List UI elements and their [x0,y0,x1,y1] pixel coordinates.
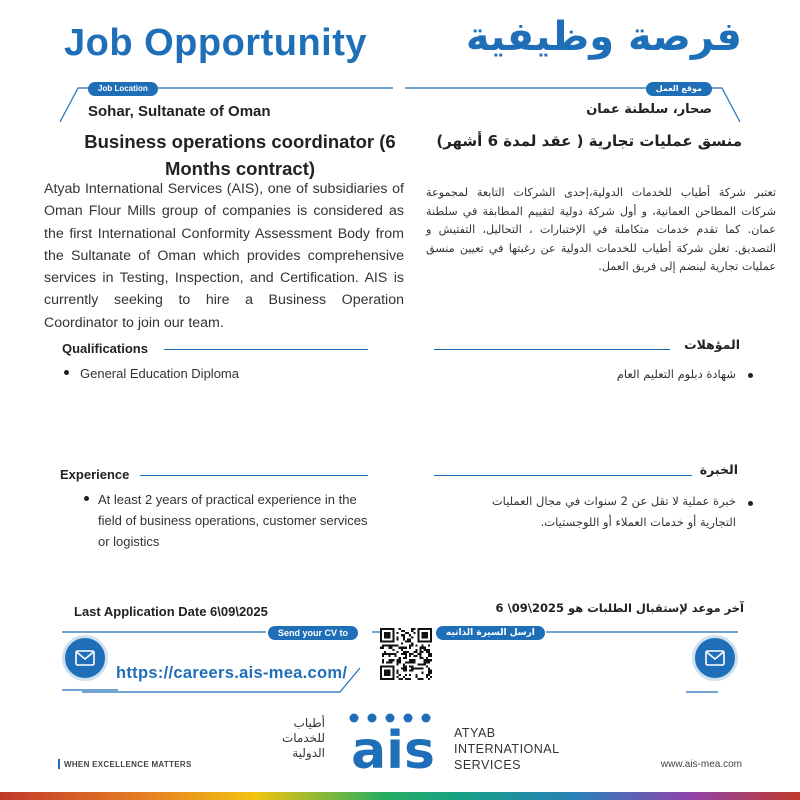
qr-module [430,653,432,655]
qr-module [428,651,430,653]
qr-module [426,676,428,678]
qr-module [424,659,426,661]
qr-module [407,678,409,680]
qr-module [403,638,405,640]
qr-module [428,670,430,672]
bullet-dot [64,370,69,375]
send-cv-label-en: Send your CV to [268,626,358,640]
qr-module [390,645,392,647]
qr-module [420,647,422,649]
qr-module [430,670,432,672]
qr-module [422,657,424,659]
ais-logo [340,712,446,774]
qr-module [409,645,411,647]
qr-module [417,663,419,665]
qr-module [397,676,399,678]
qr-module [390,661,392,663]
qr-module [422,651,424,653]
qr-module [399,628,401,630]
qr-module [405,647,407,649]
qr-module [403,676,405,678]
qr-module [428,653,430,655]
qr-module [407,661,409,663]
qr-module [395,655,397,657]
qr-module [428,672,430,674]
qr-module [382,661,384,663]
qr-module [405,655,407,657]
qr-module [401,668,403,670]
qr-module [403,630,405,632]
qr-module [409,634,411,636]
deadline-en: Last Application Date 6\09\2025 [74,604,268,619]
qr-module [384,670,390,676]
experience-heading-ar: الخبرة [699,462,738,477]
qr-module [422,632,428,638]
qr-module [413,632,415,634]
qr-module [384,653,386,655]
qr-module [392,659,394,661]
qr-module [386,653,388,655]
qr-module [420,668,422,670]
qr-module [407,651,409,653]
company-name-en-line1: ATYAB [454,726,496,740]
qr-module [420,655,422,657]
qr-module [397,661,399,663]
qr-module [422,647,424,649]
qr-module [401,647,403,649]
qr-module [411,643,413,645]
qr-module [415,668,417,670]
qr-module [428,674,430,676]
job-location-en: Sohar, Sultanate of Oman [88,103,271,120]
bullet-dot [748,373,753,378]
qr-module [415,655,417,657]
qr-module [397,659,399,661]
qr-module [395,653,397,655]
experience-item-ar: خبرة عملية لا تقل عن 2 سنوات في مجال العمليات التجارية أو خدمات العملاء أو اللوجستيات. [491,494,736,529]
qualifications-divider-en [164,349,368,350]
qr-module [411,670,413,672]
qr-module [384,632,390,638]
send-cv-label-ar: ارسل السيرة الذاتيه [436,626,545,640]
qr-module [417,668,419,670]
qr-module [428,678,430,680]
qualification-item-en: General Education Diploma [80,366,239,381]
qr-module [388,661,390,663]
qr-module [397,651,399,653]
qr-module [420,651,422,653]
bullet-dot [84,496,89,501]
job-location-ar: صحار، سلطنة عمان [586,102,712,117]
qr-module [430,655,432,657]
qr-module [409,640,411,642]
company-name-ar-line2: للخدمات [281,731,325,745]
qr-module [420,657,422,659]
qr-module [417,653,419,655]
qr-module [403,653,405,655]
qr-module [415,651,417,653]
qr-module [426,661,428,663]
qr-module [409,638,411,640]
qr-module [415,645,417,647]
job-description-en: Atyab International Services (AIS), one of subsidiaries of Oman Flour Mills group of companies is considered as the first International Conformity Assessment Body from the Sultanate of Oman which provides comprehensive services in Testing, Inspection, and Certification. AIS is currently seeking to hire a Business Operation Coordinator to join our team. [44,181,404,331]
qr-module [403,636,405,638]
qr-module [399,674,401,676]
qr-module [380,647,382,649]
qualifications-divider-ar [434,349,670,350]
mail-icon [75,650,95,666]
qr-module [409,647,411,649]
qr-module [401,653,403,655]
qr-module [411,653,413,655]
qr-module [388,655,390,657]
qr-module [405,665,407,667]
qr-module [415,676,417,678]
qr-module [401,649,403,651]
qr-module [422,663,424,665]
qr-module [403,663,405,665]
qr-module [392,649,394,651]
qr-module [424,649,426,651]
qr-module [422,678,424,680]
qr-module [397,632,399,634]
qr-module [401,678,403,680]
qr-module [405,653,407,655]
company-name-en-line2: INTERNATIONAL [454,742,560,756]
qr-module [405,632,407,634]
qr-module [405,678,407,680]
qr-module [413,628,415,630]
qr-module [426,674,428,676]
job-title-en: Business operations coordinator (6 Months contract) [84,131,396,179]
qr-module [403,651,405,653]
qr-module [426,665,428,667]
qr-module [397,670,399,672]
qualifications-heading-ar: المؤهلات [684,337,740,352]
qr-module [407,632,409,634]
qr-module [409,655,411,657]
job-title-ar: منسق عمليات تجارية ( عقد لمدة 6 أشهر) [436,132,742,150]
qr-module [384,645,386,647]
qualifications-heading-en: Qualifications [62,341,148,356]
qr-module [399,678,401,680]
mail-icon-left[interactable] [62,635,108,681]
qr-module [403,634,405,636]
qr-module [411,630,413,632]
qr-module [428,649,430,651]
footer-color-bar [0,792,800,800]
qr-module [403,668,405,670]
qr-module [397,663,399,665]
qr-module [382,655,384,657]
bullet-dot [748,501,753,506]
qr-module [411,665,413,667]
qr-module [426,659,428,661]
tagline: WHEN EXCELLENCE MATTERS [64,760,192,769]
job-location-label-ar: موقع العمل [646,82,712,96]
qr-module [411,636,413,638]
qr-module [392,653,394,655]
qr-module [424,647,426,649]
qr-module [409,674,411,676]
experience-divider-en [140,475,368,476]
qr-module [397,645,399,647]
qr-module [430,676,432,678]
qr-module [422,645,424,647]
qr-module [428,668,430,670]
qr-module [397,672,399,674]
qr-module [395,645,397,647]
qr-module [422,668,424,670]
qr-module [386,661,388,663]
qr-module [382,653,384,655]
qr-module [405,668,407,670]
company-name-en [454,725,560,773]
qr-code[interactable] [380,628,432,680]
qr-module [430,672,432,674]
experience-heading-en: Experience [60,467,130,482]
mail-icon-right[interactable] [692,635,738,681]
deadline-ar: آخر موعد لإستقبال الطلبات هو 2025\09\ 6 [495,601,744,615]
qr-module [403,647,405,649]
mail-icon [705,650,725,666]
qr-module [420,678,422,680]
qr-module [413,655,415,657]
page-title-en: Job Opportunity [64,22,368,64]
qr-module [424,661,426,663]
qr-module [411,628,413,630]
qr-module [388,653,390,655]
qr-module [403,657,405,659]
qr-module [405,661,407,663]
qr-module [403,665,405,667]
experience-divider-ar [434,475,692,476]
qr-module [409,653,411,655]
qr-module [386,645,388,647]
experience-item-en: At least 2 years of practical experience in the field of business operations, customer services or logistics [98,492,368,549]
qr-module [388,647,390,649]
qr-module [420,653,422,655]
website-link[interactable]: www.ais-mea.com [660,759,742,770]
qr-module [426,649,428,651]
qr-module [409,665,411,667]
tagline-marker [58,759,60,769]
qr-module [390,653,392,655]
qr-module [430,659,432,661]
qr-module [388,645,390,647]
qr-module [405,670,407,672]
job-location-label-en: Job Location [88,82,158,96]
qr-module [409,661,411,663]
qr-module [420,649,422,651]
qr-module [397,636,399,638]
qr-module [417,678,419,680]
qr-module [415,649,417,651]
qr-module [382,647,384,649]
qr-module [409,659,411,661]
company-name-ar-line1: أطياب [293,716,325,730]
qr-module [405,640,407,642]
qr-module [428,645,430,647]
qr-module [405,674,407,676]
company-name-en-line3: SERVICES [454,758,521,772]
qr-module [428,661,430,663]
qr-module [382,645,384,647]
qr-module [409,678,411,680]
job-description-ar: تعتبر شركة أطياب للخدمات الدولية،إحدى الشركات التابعة لمجموعة شركات المطاحن العمانية، و أول شركة دولية لتقييم المطابقة في سلطنة عمان. كما تقدم خدمات متكاملة في الإختبارات ، التحاليل، التفتيش و التصديق. تعلن شركة أطياب للخدمات الدولية عن رغبتها في تعيين منسق عمليات تجارية لينضم إلى فريق العمل. [426,186,776,273]
qr-module [405,651,407,653]
qr-module [428,655,430,657]
qr-module [390,647,392,649]
qr-module [384,651,386,653]
qr-module [428,659,430,661]
qr-module [403,670,405,672]
qr-module [411,659,413,661]
qr-module [413,651,415,653]
qualification-item-ar: شهادة دبلوم التعليم العام [616,367,736,381]
qr-module [399,657,401,659]
qr-module [409,670,411,672]
qr-module [405,657,407,659]
qr-module [390,659,392,661]
qr-module [397,638,399,640]
qr-module [424,663,426,665]
qr-module [426,651,428,653]
qr-module [392,645,394,647]
qr-module [411,661,413,663]
qr-module [413,661,415,663]
qr-module [401,630,403,632]
qr-module [415,674,417,676]
qr-module [407,638,409,640]
qr-module [401,634,403,636]
qr-module [426,657,428,659]
qr-module [399,661,401,663]
qr-module [411,645,413,647]
qr-module [401,643,403,645]
qr-module [411,668,413,670]
qr-module [413,659,415,661]
company-name-ar [250,716,325,761]
qr-module [420,663,422,665]
qr-module [399,647,401,649]
ais-logo-text: ais [351,721,435,774]
qr-module [399,659,401,661]
qr-module [422,672,424,674]
qr-module [382,659,384,661]
company-name-ar-line3: الدولية [292,746,325,760]
page-title-ar: فرصة وظيفية [465,14,742,60]
careers-link[interactable]: https://careers.ais-mea.com/ [116,664,348,682]
qr-module [407,640,409,642]
qr-module [388,659,390,661]
qr-module [413,668,415,670]
